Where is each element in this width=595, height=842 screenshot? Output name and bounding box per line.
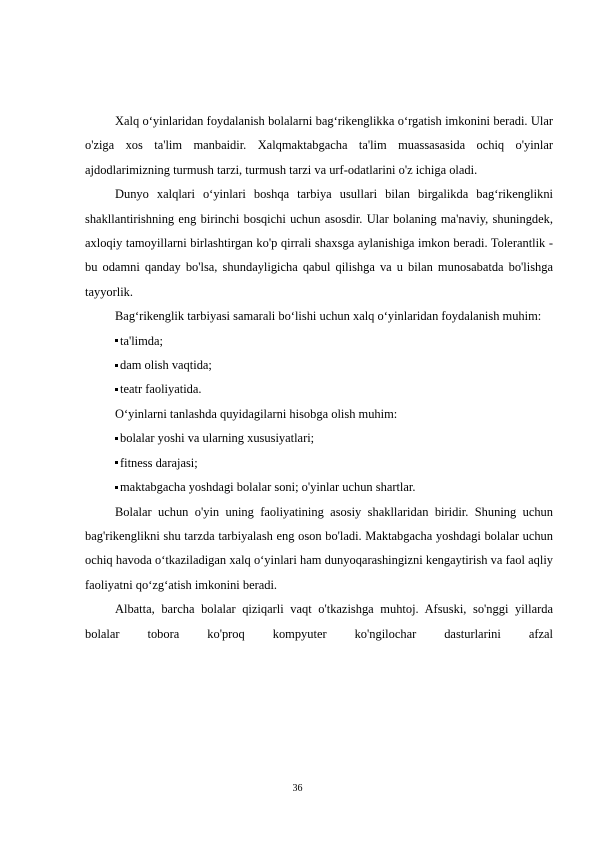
list-item: [85, 329, 553, 353]
paragraph-2: Dunyo xalqlari o‘yinlari boshqa tarbiya usullari bilan birgalikda bag‘rikenglikni shakllantirishning eng birinchi bosqichi uchun asosdir. Ular bolaning ma'naviy, shuningdek, axloqiy tamoyillarni birlashtirgan ko'p qirrali shaxsga aylanishiga imkon beradi. Tolerantlik - bu odamni qanday bo'lsa, shundayligicha qabul qilishga va u bilan munosabatda bo'lishga tayyorlik.: [85, 187, 553, 299]
bullet-list-criteria: [85, 426, 553, 499]
bullet-icon: [115, 437, 118, 440]
paragraph-1: Xalq o‘yinlaridan foydalanish bolalarni bag‘rikenglikka o‘rgatish imkonini beradi. Ular o'ziga xos ta'lim manbaidir. Xalqmaktabgacha ta'lim muassasasida ochiq o'yinlar ajdodlarimizning turmush tarzi, turmush tarzi va urf-odatlarini o'z ichiga oladi.: [85, 114, 553, 177]
paragraph-4: O‘yinlarni tanlashda quyidagilarni hisobga olish muhim:: [115, 406, 398, 421]
list-item-text: fitness darajasi;: [120, 455, 198, 470]
bullet-icon: [115, 388, 118, 391]
bullet-icon: [115, 364, 118, 367]
list-item: [85, 353, 553, 377]
list-item-text: maktabgacha yoshdagi bolalar soni; o'yinlar uchun shartlar.: [120, 480, 416, 495]
bullet-icon: [115, 461, 118, 464]
bullet-icon: [115, 486, 118, 489]
bullet-list-settings: [85, 329, 553, 402]
list-item: [85, 426, 553, 450]
paragraph-3: Bag‘rikenglik tarbiyasi samarali bo‘lishi uchun xalq o‘yinlaridan foydalanish muhim:: [115, 309, 542, 324]
list-item: [85, 451, 553, 475]
page-number: 36: [292, 783, 303, 794]
list-item-text: teatr faoliyatida.: [120, 382, 202, 397]
list-item-text: ta'limda;: [120, 333, 163, 348]
list-item-text: bolalar yoshi va ularning xususiyatlari;: [120, 431, 315, 446]
bullet-icon: [115, 339, 118, 342]
paragraph-5: Bolalar uchun o'yin uning faoliyatining asosiy shakllaridan biridir. Shuning uchun bag'rikenglikni shu tarzda tarbiyalash eng oson bo'ladi. Maktabgacha yoshdagi bolalar uchun ochiq havoda o‘tkaziladigan xalq o‘yinlari ham dunyoqarashingizni kengaytirish va faol aqliy faoliyatni qo‘zg‘atish imkonini beradi.: [85, 504, 553, 592]
list-item: [85, 377, 553, 401]
body-text: [85, 109, 553, 646]
paragraph-6: Albatta, barcha bolalar qiziqarli vaqt o'tkazishga muhtoj. Afsuski, so'nggi yillarda bolalar tobora ko'proq kompyuter ko'ngilochar dasturlarini afzal: [85, 602, 553, 641]
list-item: [85, 475, 553, 499]
list-item-text: dam olish vaqtida;: [120, 358, 212, 373]
